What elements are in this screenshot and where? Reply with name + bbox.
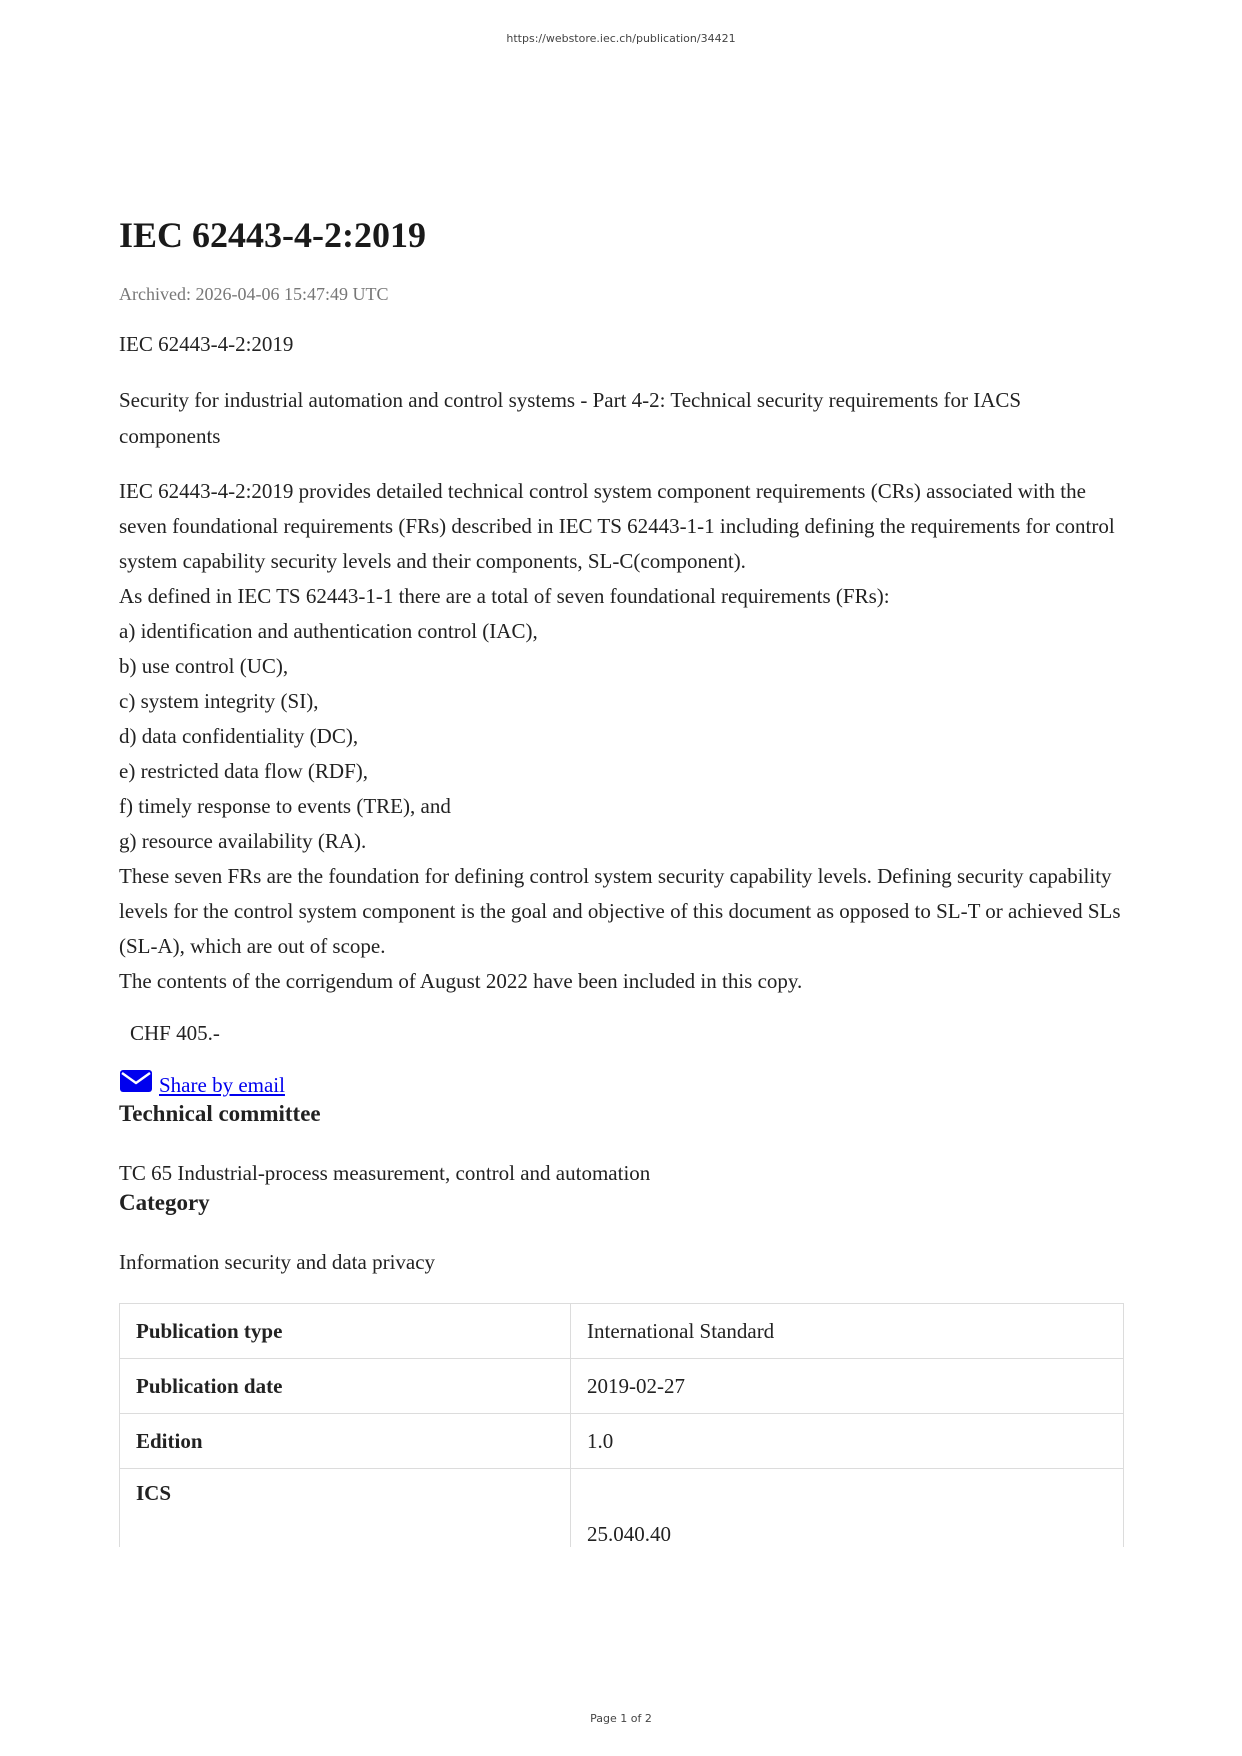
technical-committee-value: TC 65 Industrial-process measurement, control and automation	[119, 1161, 651, 1185]
price: CHF 405.-	[130, 1021, 220, 1045]
publication-description	[119, 474, 1124, 999]
description-line: c) system integrity (SI),	[119, 689, 319, 713]
detail-value: 2019-02-27	[571, 1359, 1124, 1414]
table-row	[120, 1469, 1124, 1548]
header-url: https://webstore.iec.ch/publication/34421	[506, 32, 736, 45]
description-line: e) restricted data flow (RDF),	[119, 759, 368, 783]
detail-label: Publication date	[120, 1359, 571, 1414]
share-by-email-label: Share by email	[159, 1073, 285, 1097]
category-heading: Category	[119, 1190, 210, 1215]
description-line: These seven FRs are the foundation for defining control system security capability levels. Defining security capability levels for the control system component is the goal and objective of this document as opposed to SL-T or achieved SLs (SL-A), which are out of scope.	[119, 864, 1121, 958]
table-row	[120, 1414, 1124, 1469]
description-line: d) data confidentiality (DC),	[119, 724, 359, 748]
page-number: Page 1 of 2	[590, 1712, 652, 1725]
publication-reference: IEC 62443-4-2:2019	[119, 332, 294, 356]
detail-label: ICS	[120, 1469, 571, 1548]
technical-committee-heading: Technical committee	[119, 1101, 321, 1126]
email-icon	[119, 1067, 153, 1095]
description-line: As defined in IEC TS 62443-1-1 there are a total of seven foundational requirements (FRs):	[119, 584, 890, 608]
page-title: IEC 62443-4-2:2019	[119, 215, 426, 255]
description-line: The contents of the corrigendum of August 2022 have been included in this copy.	[119, 969, 803, 993]
share-row	[119, 1067, 1124, 1099]
publication-details-table	[119, 1303, 1124, 1547]
table-row	[120, 1304, 1124, 1359]
archived-timestamp: Archived: 2026-04-06 15:47:49 UTC	[119, 284, 389, 304]
share-by-email-link[interactable]	[119, 1067, 285, 1099]
category-value: Information security and data privacy	[119, 1250, 436, 1274]
description-line: b) use control (UC),	[119, 654, 289, 678]
publication-full-title: Security for industrial automation and control systems - Part 4-2: Technical security requirements for IACS components	[119, 388, 1022, 448]
detail-value[interactable]: 25.040.40	[571, 1469, 1124, 1548]
description-line: IEC 62443-4-2:2019 provides detailed technical control system component requirements (CRs) associated with the seven foundational requirements (FRs) described in IEC TS 62443-1-1 including defining the requirements for control system capability security levels and their components, SL-C(component).	[119, 479, 1115, 573]
table-row	[120, 1359, 1124, 1414]
description-line: a) identification and authentication control (IAC),	[119, 619, 538, 643]
detail-label: Edition	[120, 1414, 571, 1469]
detail-value: International Standard	[571, 1304, 1124, 1359]
detail-value: 1.0	[571, 1414, 1124, 1469]
description-line: f) timely response to events (TRE), and	[119, 794, 451, 818]
description-line: g) resource availability (RA).	[119, 829, 367, 853]
detail-label: Publication type	[120, 1304, 571, 1359]
publication-content	[119, 210, 1124, 1547]
